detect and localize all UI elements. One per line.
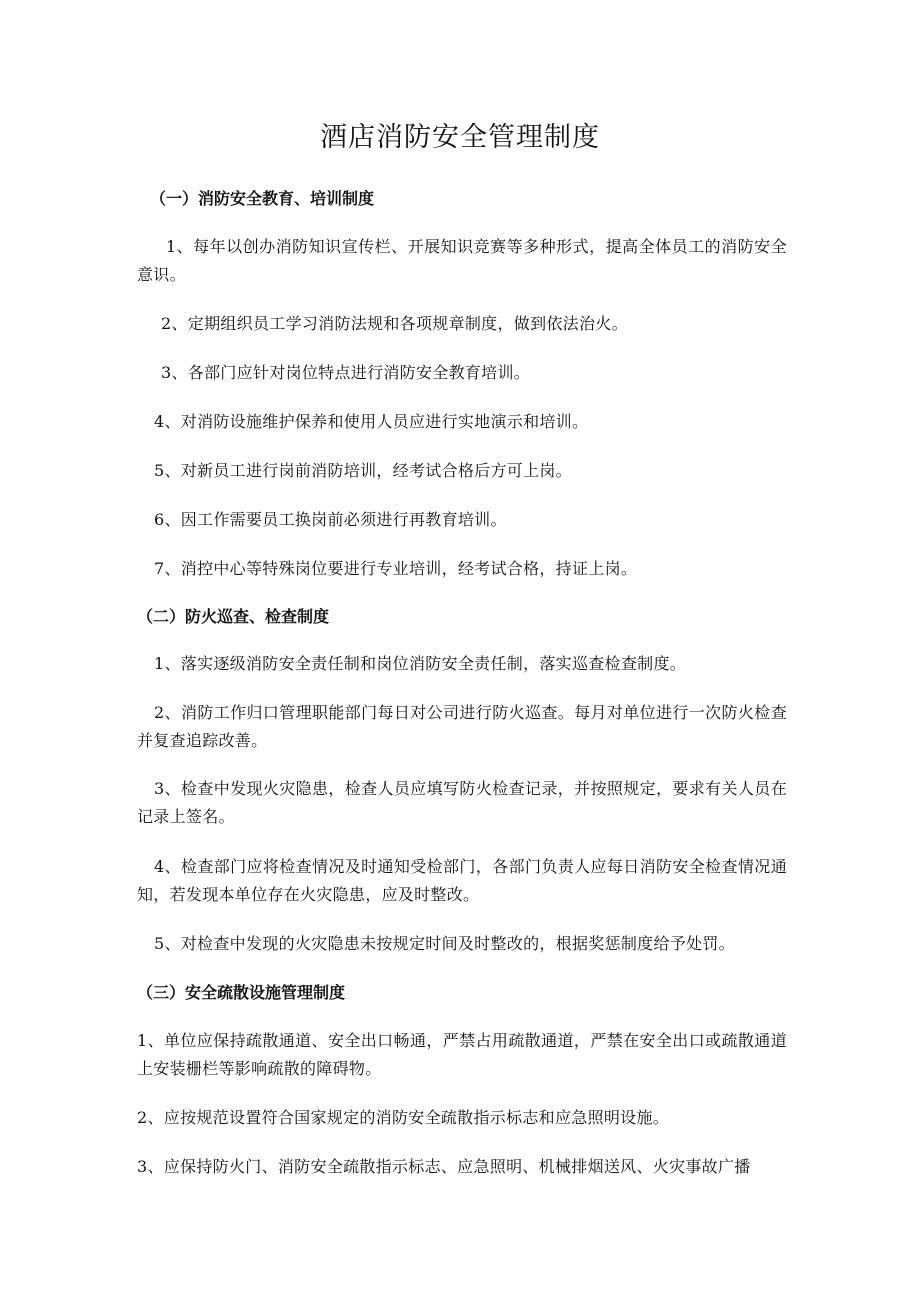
paragraph-3-3: 3、应保持防火门、消防安全疏散指示标志、应急照明、机械排烟送风、火灾事故广播 bbox=[137, 1157, 751, 1176]
section-heading-3: （三）安全疏散设施管理制度 bbox=[137, 983, 346, 1002]
paragraph-2-4: 4、检查部门应将检查情况及时通知受检部门，各部门负责人应每日消防安全检查情况通知，若发现本单位存在火灾隐患，应及时整改。 bbox=[137, 857, 787, 904]
paragraph-1-7: 7、消控中心等特殊岗位要进行专业培训，经考试合格，持证上岗。 bbox=[154, 559, 638, 578]
paragraph-2-2: 2、消防工作归口管理职能部门每日对公司进行防火巡查。每月对单位进行一次防火检查并复查追踪改善。 bbox=[137, 703, 787, 750]
section-heading-1: （一）消防安全教育、培训制度 bbox=[150, 189, 375, 208]
paragraph-2-1: 1、落实逐级消防安全责任制和岗位消防安全责任制，落实巡查检查制度。 bbox=[154, 654, 687, 673]
paragraph-2-3: 3、检查中发现火灾隐患，检查人员应填写防火检查记录，并按照规定，要求有关人员在记录上签名。 bbox=[137, 779, 787, 826]
paragraph-3-1: 1、单位应保持疏散通道、安全出口畅通，严禁占用疏散通道，严禁在安全出口或疏散通道上安装栅栏等影响疏散的障碍物。 bbox=[137, 1031, 787, 1078]
section-heading-2: （二）防火巡查、检查制度 bbox=[137, 607, 330, 626]
paragraph-1-3: 3、各部门应针对岗位特点进行消防安全教育培训。 bbox=[161, 363, 531, 382]
document-title: 酒店消防安全管理制度 bbox=[320, 122, 600, 153]
paragraph-1-2: 2、定期组织员工学习消防法规和各项规章制度，做到依法治火。 bbox=[161, 314, 628, 333]
paragraph-2-5: 5、对检查中发现的火灾隐患未按规定时间及时整改的，根据奖惩制度给予处罚。 bbox=[154, 934, 735, 953]
paragraph-1-1: 1、每年以创办消防知识宣传栏、开展知识竞赛等多种形式，提高全体员工的消防安全意识。 bbox=[137, 237, 787, 284]
paragraph-1-5: 5、对新员工进行岗前消防培训，经考试合格后方可上岗。 bbox=[154, 461, 572, 480]
paragraph-1-4: 4、对消防设施维护保养和使用人员应进行实地演示和培训。 bbox=[154, 412, 589, 431]
paragraph-1-6: 6、因工作需要员工换岗前必须进行再教育培训。 bbox=[154, 510, 507, 529]
paragraph-3-2: 2、应按规范设置符合国家规定的消防安全疏散指示标志和应急照明设施。 bbox=[137, 1108, 670, 1127]
